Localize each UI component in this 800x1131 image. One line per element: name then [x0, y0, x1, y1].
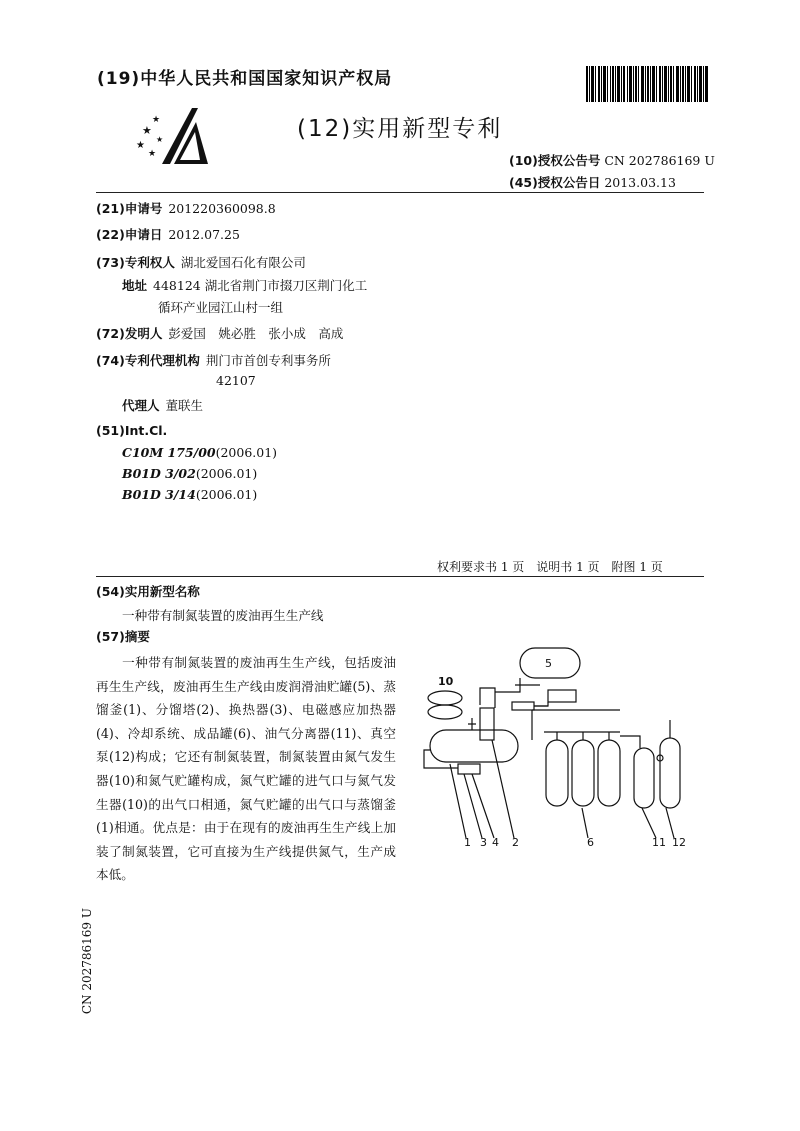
- ipc-entry: [122, 445, 277, 460]
- label-5: 5: [545, 657, 552, 670]
- fractionating-column: [480, 708, 494, 740]
- svg-text:★: ★: [152, 115, 161, 125]
- application-date-label: (22)申请日: [96, 227, 163, 242]
- document-type: (12)实用新型专利: [297, 116, 503, 142]
- agent-label: 代理人: [122, 398, 160, 413]
- title-label: [96, 582, 200, 600]
- application-number-label: (21)申请号: [96, 201, 163, 216]
- ipc-version: (2006.01): [195, 466, 258, 481]
- address-row: [122, 276, 367, 294]
- address-label: 地址: [122, 278, 148, 293]
- intcl-row: [96, 423, 167, 438]
- induction-heater: [458, 764, 480, 774]
- publication-number-label: (10)授权公告号: [509, 153, 601, 168]
- agency: 荆门市首创专利事务所: [205, 353, 331, 368]
- application-number: 201220360098.8: [168, 201, 276, 216]
- agent: 董联生: [165, 398, 204, 413]
- intcl-label: (51)Int.Cl.: [96, 423, 168, 438]
- agency-code-row: [216, 373, 256, 388]
- ipc-entry: [122, 487, 257, 502]
- patentee: 湖北爱国石化有限公司: [180, 255, 306, 270]
- address-line-1: 448124 湖北省荆门市掇刀区荆门化工: [153, 278, 368, 293]
- page-count-info: 权利要求书 1 页 说明书 1 页 附图 1 页: [437, 560, 663, 574]
- patentee-label: (73)专利权人: [96, 255, 175, 270]
- agent-row: [122, 396, 203, 414]
- label-4: 4: [492, 836, 499, 849]
- agency-row: [96, 351, 331, 369]
- distillation-still: [430, 730, 518, 762]
- abstract-text: 一种带有制氮装置的废油再生生产线，包括废油再生生产线，废油再生生产线由废润滑油贮罐(5)、蒸馏釜(1)、分馏塔(2)、换热器(3)、电磁感应加热器(4)、冷却系统、成品罐(6)、油气分离器(11)、真空泵(12)构成；它还有制氮装置，制氮装置由氮气发生器(10)和氮气贮罐构成，氮气贮罐的进气口与氮气发生器(10)的出气口相通，氮气贮罐的出气口与蒸馏釜(1)相通。优点是：由于在现有的废油再生生产线上加装了制氮装置，它可直接为生产线提供氮气，生产成本低。: [96, 655, 396, 883]
- ipc-code: B01D 3/02: [122, 466, 196, 481]
- publication-date-label: (45)授权公告日: [509, 175, 601, 190]
- oil-gas-separator: [634, 748, 654, 808]
- ipc-code: B01D 3/14: [122, 487, 196, 502]
- title-label-text: (54)实用新型名称: [96, 584, 200, 599]
- heat-exchanger: [512, 702, 534, 710]
- address-line-2: 循环产业园江山村一组: [158, 300, 284, 315]
- vacuum-pump: [660, 738, 680, 808]
- ipc-version: (2006.01): [195, 487, 258, 502]
- patentee-row: [96, 253, 306, 271]
- address-line-2-row: [158, 298, 283, 316]
- barcode: [586, 66, 708, 102]
- ipc-code: C10M 175/00: [122, 445, 216, 460]
- label-3: 3: [480, 836, 487, 849]
- application-number-row: [96, 199, 276, 217]
- abstract-label: [96, 627, 150, 645]
- utility-model-title: 一种带有制氮装置的废油再生生产线: [122, 608, 324, 623]
- inventors-label: (72)发明人: [96, 326, 163, 341]
- svg-text:★: ★: [136, 140, 145, 151]
- label-2: 2: [512, 836, 519, 849]
- publication-date: 2013.03.13: [604, 175, 676, 190]
- ipc-version: (2006.01): [215, 445, 278, 460]
- sipo-logo: [134, 104, 214, 168]
- label-1: 1: [464, 836, 471, 849]
- process-diagram: [420, 640, 700, 850]
- product-tank: [546, 740, 568, 806]
- label-10: 10: [438, 675, 454, 688]
- publication-date-row: [509, 173, 676, 191]
- publication-number-row: [509, 151, 715, 169]
- agency-code: 42107: [216, 373, 256, 388]
- svg-text:★: ★: [156, 135, 164, 144]
- application-date: 2012.07.25: [168, 227, 240, 242]
- label-12: 12: [672, 836, 686, 849]
- office-name: (19)中华人民共和国国家知识产权局: [97, 69, 393, 89]
- ipc-entry: [122, 466, 257, 481]
- svg-text:★: ★: [148, 149, 157, 159]
- publication-number: CN 202786169 U: [604, 153, 715, 168]
- header-divider: [96, 192, 704, 193]
- application-date-row: [96, 225, 240, 243]
- agency-label: (74)专利代理机构: [96, 353, 200, 368]
- inventors-row: [96, 324, 343, 342]
- side-publication-number: CN 202786169 U: [80, 908, 94, 1015]
- svg-text:★: ★: [142, 124, 152, 137]
- inventors: 彭爱国 姚必胜 张小成 高成: [168, 326, 344, 341]
- label-11: 11: [652, 836, 666, 849]
- nitrogen-generator: [428, 691, 462, 705]
- label-6: 6: [587, 836, 594, 849]
- abstract-label-text: (57)摘要: [96, 629, 150, 644]
- pages-divider: [96, 576, 704, 577]
